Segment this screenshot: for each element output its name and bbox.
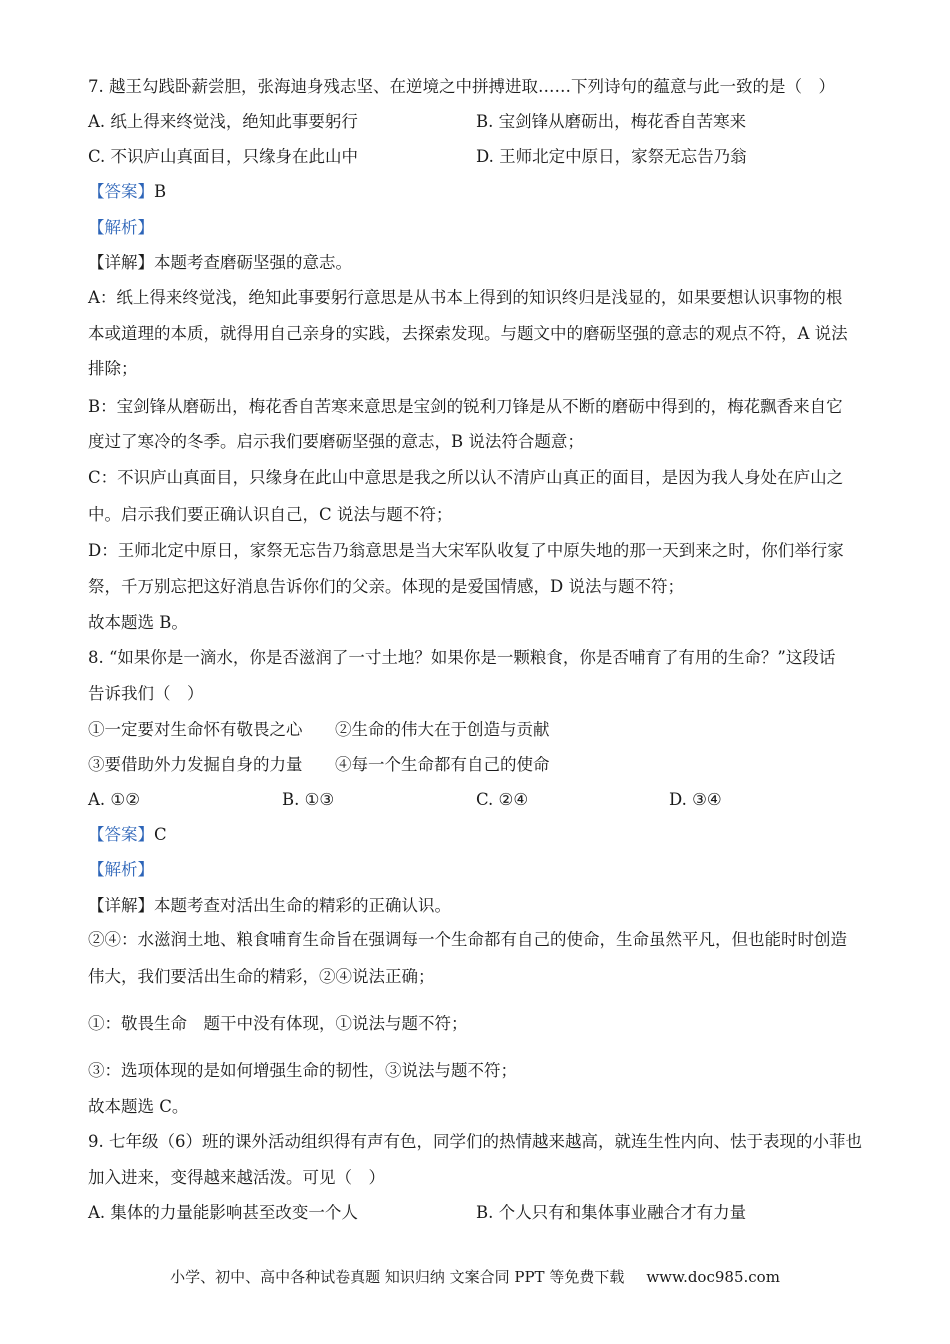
q7-c-line-1: C：不识庐山真面目，只缘身在此山中意思是我之所以认不清庐山真正的面目，是因为我人身处在庐山之 bbox=[88, 468, 844, 487]
q8-item-2: ②生命的伟大在于创造与贡献 bbox=[335, 720, 550, 739]
q8-detail bbox=[88, 895, 451, 917]
q8-explain-line-2: 伟大，我们要活出生命的精彩，②④说法正确； bbox=[88, 967, 435, 986]
page-footer bbox=[0, 1266, 950, 1287]
analysis-tag: 【解析】 bbox=[88, 860, 154, 879]
q7-d-line-2: 祭，千万别忘把这好消息告诉你们的父亲。体现的是爱国情感，D 说法与题不符； bbox=[88, 577, 684, 596]
q7-a-line-2: 本或道理的本质，就得用自己亲身的实践，去探索发现。与题文中的磨砺坚强的意志的观点不符，A 说法 bbox=[88, 324, 848, 343]
q7-c-line-2: 中。启示我们要正确认识自己，C 说法与题不符； bbox=[88, 505, 453, 524]
q9-stem-line-1: 9. 七年级（6）班的课外活动组织得有声有色，同学们的热情越来越高，就连生性内向、怯于表现的小菲也 bbox=[88, 1132, 862, 1151]
q8-item-3: ③要借助外力发掘自身的力量 bbox=[88, 755, 303, 774]
answer-value: B bbox=[154, 182, 167, 201]
q7-a-line-3: 排除； bbox=[88, 359, 138, 378]
q9-option-b: B. 个人只有和集体事业融合才有力量 bbox=[476, 1203, 747, 1222]
q8-explain-line-3: ①：敬畏生命 题干中没有体现，①说法与题不符； bbox=[88, 1014, 468, 1033]
q8-stem-line-1: 8. “如果你是一滴水，你是否滋润了一寸土地？如果你是一颗粮食，你是否哺育了有用的生命？”这段话 bbox=[88, 648, 836, 667]
q8-item-1: ①一定要对生命怀有敬畏之心 bbox=[88, 720, 303, 739]
answer-tag: 【答案】 bbox=[88, 182, 154, 201]
footer-text: 小学、初中、高中各种试卷真题 知识归纳 文案合同 PPT 等免费下载 bbox=[170, 1268, 625, 1286]
q7-option-a: A. 纸上得来终觉浅，绝知此事要躬行 bbox=[88, 112, 358, 131]
q8-stem-line-2: 告诉我们（ ） bbox=[88, 684, 204, 703]
q8-explain-line-4: ③：选项体现的是如何增强生命的韧性，③说法与题不符； bbox=[88, 1061, 517, 1080]
q9-stem-line-2: 加入进来，变得越来越活泼。可见（ ） bbox=[88, 1168, 385, 1187]
analysis-tag: 【解析】 bbox=[88, 218, 154, 237]
q7-conclusion: 故本题选 B。 bbox=[88, 613, 188, 632]
q8-option-c: C. ②④ bbox=[476, 790, 529, 809]
detail-tag: 【详解】 bbox=[88, 896, 154, 915]
q7-option-d: D. 王师北定中原日，家祭无忘告乃翁 bbox=[476, 147, 747, 166]
q7-option-c: C. 不识庐山真面目，只缘身在此山中 bbox=[88, 147, 359, 166]
q8-conclusion: 故本题选 C。 bbox=[88, 1097, 189, 1116]
q8-option-a: A. ①② bbox=[88, 790, 140, 809]
detail-tag: 【详解】 bbox=[88, 253, 154, 272]
q7-d-line-1: D：王师北定中原日，家祭无忘告乃翁意思是当大宋军队收复了中原失地的那一天到来之时，你们举行家 bbox=[88, 541, 844, 560]
q7-a-line-1: A：纸上得来终觉浅，绝知此事要躬行意思是从书本上得到的知识终归是浅显的，如果要想认识事物的根 bbox=[88, 288, 843, 307]
answer-value: C bbox=[154, 825, 167, 844]
detail-text: 本题考查磨砺坚强的意志。 bbox=[154, 253, 352, 272]
q7-answer-row bbox=[88, 181, 166, 203]
q7-option-b: B. 宝剑锋从磨砺出，梅花香自苦寒来 bbox=[476, 112, 747, 131]
footer-link[interactable]: www.doc985.com bbox=[646, 1268, 780, 1286]
q9-option-a: A. 集体的力量能影响甚至改变一个人 bbox=[88, 1203, 358, 1222]
q7-b-line-1: B：宝剑锋从磨砺出，梅花香自苦寒来意思是宝剑的锐利刀锋是从不断的磨砺中得到的，梅花飘香来自它 bbox=[88, 397, 843, 416]
q8-explain-line-1: ②④：水滋润土地、粮食哺育生命旨在强调每一个生命都有自己的使命，生命虽然平凡，但也能时时创造 bbox=[88, 930, 847, 949]
q8-item-4: ④每一个生命都有自己的使命 bbox=[335, 755, 550, 774]
q8-option-d: D. ③④ bbox=[669, 790, 722, 809]
q8-answer-row bbox=[88, 824, 167, 846]
detail-text: 本题考查对活出生命的精彩的正确认识。 bbox=[154, 896, 451, 915]
q7-stem: 7. 越王勾践卧薪尝胆，张海迪身残志坚、在逆境之中拼搏进取……下列诗句的蕴意与此一致的是（ ） bbox=[88, 77, 835, 96]
answer-tag: 【答案】 bbox=[88, 825, 154, 844]
q8-option-b: B. ①③ bbox=[282, 790, 335, 809]
q7-detail bbox=[88, 252, 352, 274]
q7-b-line-2: 度过了寒冷的冬季。启示我们要磨砺坚强的意志，B 说法符合题意； bbox=[88, 432, 584, 451]
